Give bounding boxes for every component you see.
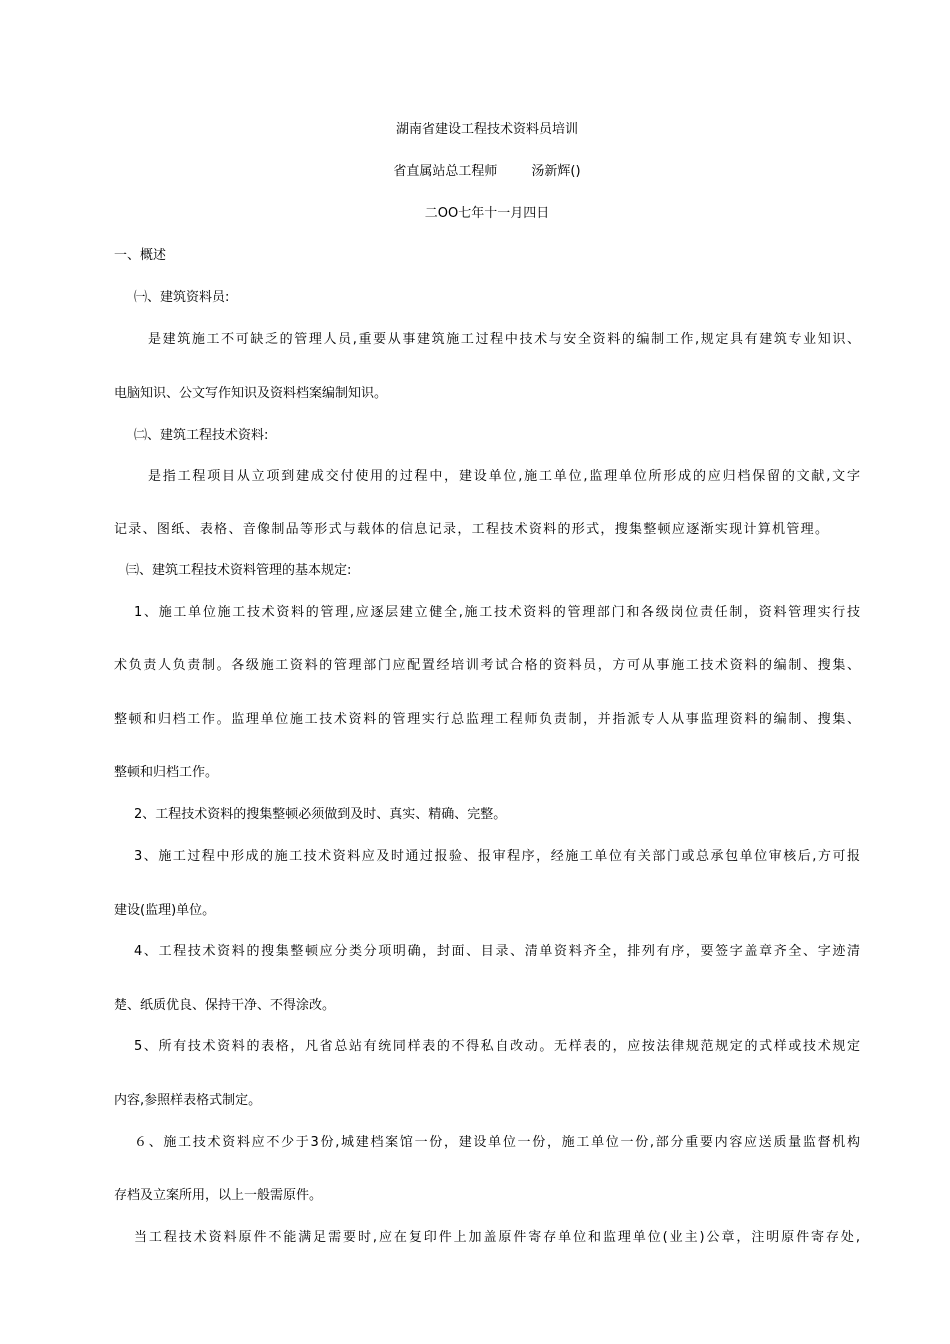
list-item-6: ６、施工技术资料应不少于3份,城建档案馆一份，建设单位一份，施工单位一份,部分重要内容应送质量监督机构 [134, 1135, 860, 1150]
author-role: 省直属站总工程师 [393, 164, 498, 179]
list-item-2: 2、工程技术资料的搜集整顿必须做到及时、真实、精确、完整。 [134, 807, 507, 822]
paragraph-line: 是建筑施工不可缺乏的管理人员,重要从事建筑施工过程中技术与安全资料的编制工作,规定具有建筑专业知识、 [148, 332, 860, 347]
paragraph-line: 存档及立案所用，以上一般需原件。 [114, 1188, 323, 1203]
author-line [114, 162, 860, 182]
author-name: 汤新辉() [531, 164, 581, 179]
subsection-title-3: ㈢、建筑工程技术资料管理的基本规定: [126, 563, 352, 578]
paragraph-line: 电脑知识、公文写作知识及资料档案编制知识。 [114, 386, 388, 401]
document-title: 湖南省建设工程技术资料员培训 [395, 122, 578, 137]
paragraph-line: 整顿和归档工作。 [114, 765, 219, 780]
paragraph-line: 内容,参照样表格式制定。 [114, 1093, 262, 1108]
paragraph-line: 整顿和归档工作。监理单位施工技术资料的管理实行总监理工程师负责制，并指派专人从事监理资料的编制、搜集、 [114, 712, 860, 727]
subsection-title-2: ㈡、建筑工程技术资料: [134, 428, 269, 443]
list-item-3: 3、施工过程中形成的施工技术资料应及时通过报验、报审程序，经施工单位有关部门或总承包单位审核后,方可报 [134, 849, 860, 864]
document-date: 二OO七年十一月四日 [424, 206, 550, 221]
paragraph-line: 楚、纸质优良、保持干净、不得涂改。 [114, 998, 336, 1013]
list-item-1: 1、施工单位施工技术资料的管理,应逐层建立健全,施工技术资料的管理部门和各级岗位责任制，资料管理实行技 [134, 605, 860, 620]
section-heading-overview: 一、概述 [114, 248, 167, 263]
paragraph-line: 当工程技术资料原件不能满足需要时,应在复印件上加盖原件寄存单位和监理单位(业主)公章，注明原件寄存处, [134, 1230, 860, 1245]
paragraph-line: 术负责人负责制。各级施工资料的管理部门应配置经培训考试合格的资料员，方可从事施工技术资料的编制、搜集、 [114, 658, 860, 673]
subsection-title-1: ㈠、建筑资料员: [134, 290, 230, 305]
paragraph-line: 是指工程项目从立项到建成交付使用的过程中，建设单位,施工单位,监理单位所形成的应归档保留的文献,文字 [148, 469, 860, 484]
paragraph-line: 建设(监理)单位。 [114, 903, 216, 918]
list-item-4: 4、工程技术资料的搜集整顿应分类分项明确，封面、目录、清单资料齐全，排列有序，要签字盖章齐全、字迹清 [134, 944, 860, 959]
list-item-5: 5、所有技术资料的表格，凡省总站有统同样表的不得私自改动。无样表的，应按法律规范规定的式样或技术规定 [134, 1039, 860, 1054]
paragraph-line: 记录、图纸、表格、音像制品等形式与载体的信息记录，工程技术资料的形式，搜集整顿应逐渐实现计算机管理。 [114, 522, 828, 537]
